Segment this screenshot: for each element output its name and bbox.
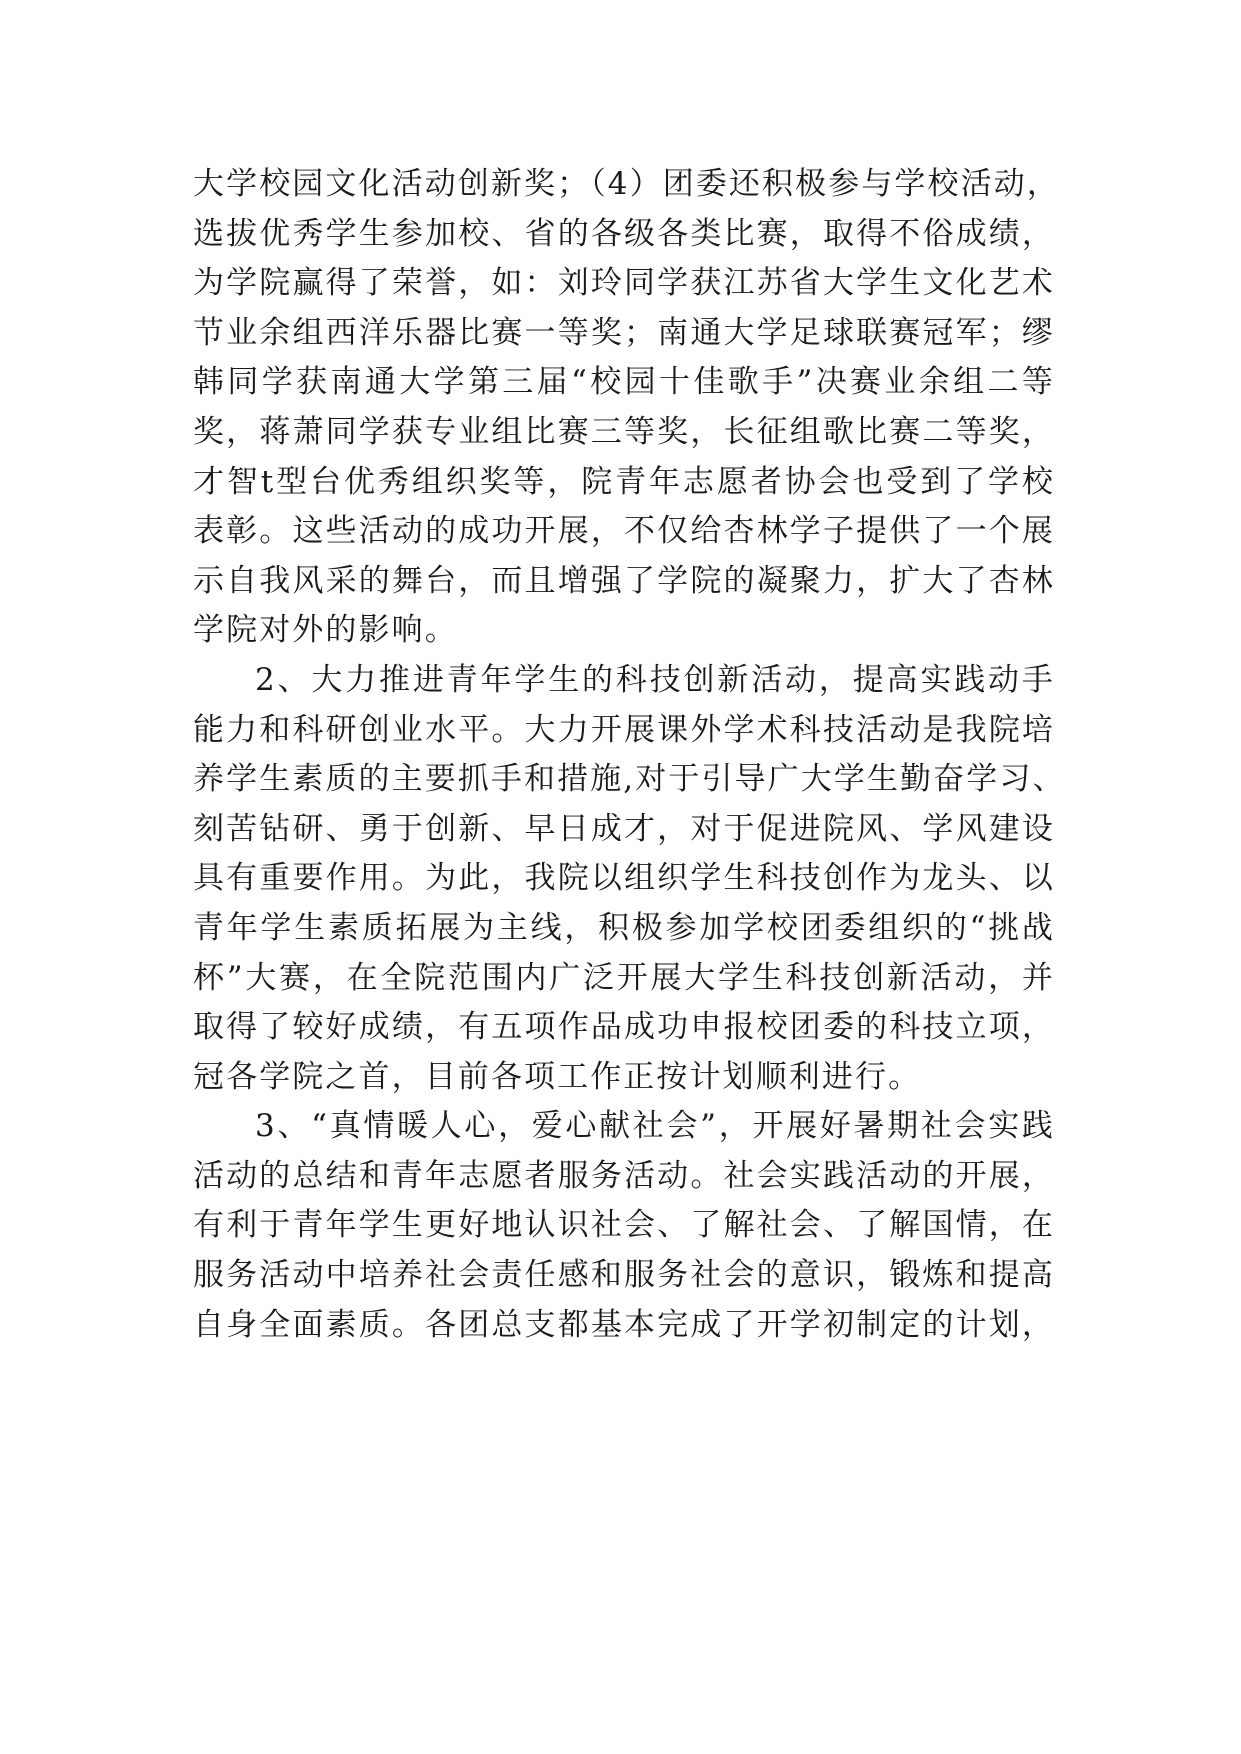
text-line: 示自我风采的舞台，而且增强了学院的凝聚力，扩大了杏林 xyxy=(193,562,1055,599)
text-line: 自身全面素质。各团总支都基本完成了开学初制定的计划， xyxy=(193,1306,1055,1343)
text-line: 奖，蒋萧同学获专业组比赛三等奖，长征组歌比赛二等奖， xyxy=(193,413,1055,450)
text-line: 3、“真情暖人心，爱心献社会”，开展好暑期社会实践 xyxy=(255,1108,1055,1145)
text-line: 具有重要作用。为此，我院以组织学生科技创作为龙头、以 xyxy=(193,860,1055,897)
text-line: 活动的总结和青年志愿者服务活动。社会实践活动的开展， xyxy=(193,1157,1055,1194)
body-text xyxy=(193,160,1066,1350)
text-line: 为学院赢得了荣誉，如：刘玲同学获江苏省大学生文化艺术 xyxy=(193,265,1055,302)
text-line: 大学校园文化活动创新奖；（4）团委还积极参与学校活动， xyxy=(193,166,1060,202)
text-line: 养学生素质的主要抓手和措施,对于引导广大学生勤奋学习、 xyxy=(193,761,1066,798)
text-line: 冠各学院之首，目前各项工作正按计划顺利进行。 xyxy=(193,1058,922,1095)
text-line: 节业余组西洋乐器比赛一等奖；南通大学足球联赛冠军；缪 xyxy=(193,314,1055,351)
text-line: 杯”大赛，在全院范围内广泛开展大学生科技创新活动，并 xyxy=(193,959,1055,996)
text-line: 表彰。这些活动的成功开展，不仅给杏林学子提供了一个展 xyxy=(193,513,1055,550)
text-line: 服务活动中培养社会责任感和服务社会的意识，锻炼和提高 xyxy=(193,1257,1055,1294)
text-line: 2、大力推进青年学生的科技创新活动，提高实践动手 xyxy=(255,661,1055,698)
text-line: 刻苦钻研、勇于创新、早日成才，对于促进院风、学风建设 xyxy=(193,810,1055,847)
text-line: 韩同学获南通大学第三届“校园十佳歌手”决赛业余组二等 xyxy=(193,364,1055,401)
text-line: 选拔优秀学生参加校、省的各级各类比赛，取得不俗成绩， xyxy=(193,215,1055,252)
text-line: 才智t型台优秀组织奖等，院青年志愿者协会也受到了学校 xyxy=(193,463,1055,500)
text-line: 能力和科研创业水平。大力开展课外学术科技活动是我院培 xyxy=(193,711,1055,748)
text-line: 有利于青年学生更好地认识社会、了解社会、了解国情，在 xyxy=(193,1207,1055,1244)
text-line: 青年学生素质拓展为主线，积极参加学校团委组织的“挑战 xyxy=(193,909,1055,946)
text-line: 取得了较好成绩，有五项作品成功申报校团委的科技立项， xyxy=(193,1009,1055,1046)
text-line: 学院对外的影响。 xyxy=(193,612,458,649)
